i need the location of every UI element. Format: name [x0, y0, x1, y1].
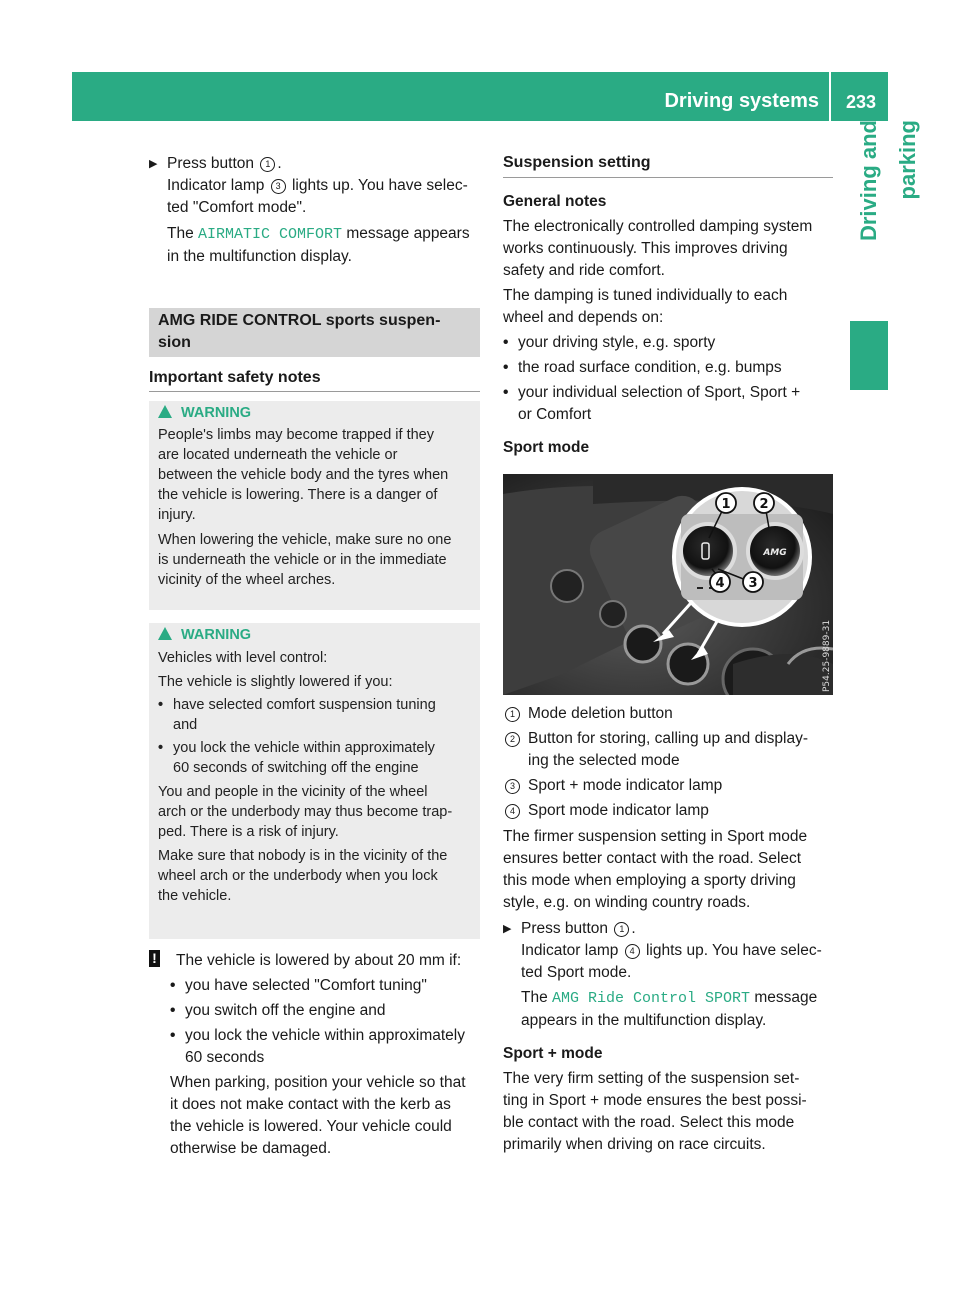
- paragraph: The very firm setting of the suspension set- ting in Sport + mode ensures the best possi- ble contact with the road. Select this mode primarily when driving on race circuits.: [503, 1070, 807, 1153]
- paragraph: The electronically controlled damping system works continuously. This improves driving safety and ride comfort.: [503, 218, 813, 279]
- display-message: AIRMATIC COMFORT: [198, 226, 343, 243]
- bullet-icon: •: [158, 697, 164, 713]
- warning-text: The vehicle is slightly lowered if you:: [158, 674, 393, 690]
- exclamation-icon: !: [149, 950, 160, 967]
- warning-box: [149, 401, 480, 610]
- left-intro-step: [149, 153, 484, 268]
- page-number: 233: [845, 92, 876, 112]
- list-item: • your driving style, e.g. sporty: [503, 332, 838, 354]
- warning-triangle-icon: [158, 627, 172, 640]
- amg-heading: AMG RIDE CONTROL sports suspen- sion: [158, 312, 441, 351]
- list-item: • you switch off the engine and: [170, 1000, 484, 1022]
- bullet-icon: •: [170, 1027, 176, 1044]
- note-text: When parking, position your vehicle so that it does not make contact with the kerb as the vehicle is lowered. Your vehicle could otherwise be damaged.: [170, 1074, 466, 1157]
- subheading: General notes: [503, 193, 607, 210]
- paragraph: The damping is tuned individually to each wheel and depends on:: [503, 287, 788, 326]
- callout-2-icon: 2: [505, 732, 520, 747]
- subheading: Sport + mode: [503, 1045, 603, 1062]
- warning-text: People's limbs may become trapped if they are located underneath the vehicle or between the vehicle body and the tyres when the vehicle is lowering. There is a danger of injury.: [158, 427, 449, 523]
- callout-1-icon: 1: [614, 922, 629, 937]
- bullet-icon: •: [503, 384, 509, 401]
- warning-box: [149, 623, 480, 939]
- header-divider: [829, 72, 831, 121]
- side-tab: [849, 120, 920, 321]
- photo-callout-3: 3: [748, 576, 758, 591]
- side-tab-label: Driving and parking: [856, 120, 920, 242]
- bullet-icon: •: [170, 1002, 176, 1019]
- callout-3-icon: 3: [271, 179, 286, 194]
- list-item: • you lock the vehicle within approximately 60 seconds: [170, 1027, 465, 1066]
- display-message: AMG Ride Control SPORT: [552, 990, 751, 1007]
- photo-code: P54.25-9889-31: [822, 619, 832, 692]
- step-text: lights up. You have selec-: [291, 177, 468, 194]
- subheading: Sport mode: [503, 439, 590, 456]
- list-item: • have selected comfort suspension tuning and: [158, 697, 436, 733]
- note-text: The vehicle is lowered by about 20 mm if:: [176, 952, 462, 969]
- callout-4-icon: 4: [625, 944, 640, 959]
- photo-callout-2: 2: [759, 497, 769, 512]
- photo-callout-4: 4: [715, 576, 725, 591]
- divider: [503, 177, 833, 178]
- list-item: • your individual selection of Sport, Sport + or Comfort: [503, 384, 801, 423]
- step-arrow-icon: ▶: [149, 158, 158, 170]
- page-header: [72, 72, 888, 121]
- step-text: message appears: [346, 225, 470, 242]
- list-item: • the road surface condition, e.g. bumps: [503, 357, 838, 379]
- step-text: Indicator lamp: [167, 177, 265, 194]
- photo-callout-1: 1: [721, 497, 731, 512]
- list-item: • you have selected "Comfort tuning": [170, 975, 484, 997]
- divider: [149, 391, 480, 392]
- step: ▶ Press button 1 . Indicator lamp 4 lights up. You have selec- ted Sport mode. The AMG Ride Control SPORT message appears in the multifunction display.: [503, 920, 822, 1029]
- bullet-icon: •: [503, 359, 509, 376]
- general-notes-section: [503, 191, 838, 459]
- callout-1-icon: 1: [505, 707, 520, 722]
- callout-1-icon: 1: [260, 157, 275, 172]
- callout-4-icon: 4: [505, 804, 520, 819]
- step-text: .: [277, 155, 282, 172]
- callout-3-icon: 3: [505, 779, 520, 794]
- step-text: Press button: [167, 155, 255, 172]
- bullet-icon: •: [158, 740, 164, 756]
- bullet-icon: •: [170, 977, 176, 994]
- bullet-icon: •: [503, 334, 509, 351]
- step-arrow-icon: ▶: [503, 923, 512, 935]
- safety-heading: Important safety notes: [149, 369, 321, 386]
- note-block: [149, 950, 484, 1160]
- step-text: in the multifunction display.: [167, 248, 352, 265]
- svg-text:AMG: AMG: [763, 548, 787, 558]
- step-text: ted "Comfort mode".: [167, 199, 307, 216]
- amg-heading-box: [149, 308, 480, 357]
- legend-item: 4 Sport mode indicator lamp: [503, 800, 838, 822]
- step-text: The: [167, 225, 194, 242]
- warning-title: WARNING: [158, 405, 476, 421]
- warning-text: When lowering the vehicle, make sure no one is underneath the vehicle or in the immediate vicinity of the wheel arches.: [158, 532, 452, 588]
- side-tab-marker: [850, 321, 888, 390]
- legend-item: 1 Mode deletion button: [503, 703, 838, 725]
- warning-text: Make sure that nobody is in the vicinity of the wheel arch or the underbody when you lock the vehicle.: [158, 848, 448, 904]
- legend: [503, 703, 838, 1156]
- legend-item: 3 Sport + mode indicator lamp: [503, 775, 838, 797]
- warning-title: WARNING: [158, 627, 478, 643]
- warning-text: Vehicles with level control:: [158, 650, 328, 666]
- list-item: • you lock the vehicle within approximately 60 seconds of switching off the engine: [158, 740, 435, 776]
- sport-mode-photo: [503, 474, 833, 695]
- legend-item: 2 Button for storing, calling up and display- ing the selected mode: [503, 728, 838, 772]
- suspension-heading: Suspension setting: [503, 154, 651, 171]
- paragraph: The firmer suspension setting in Sport mode ensures better contact with the road. Select this mode when employing a sporty driving style, e.g. on winding country roads.: [503, 828, 808, 911]
- warning-triangle-icon: [158, 405, 172, 418]
- warning-text: You and people in the vicinity of the wheel arch or the underbody may thus become trap- ped. There is a risk of injury.: [158, 784, 453, 840]
- section-title: Driving systems: [664, 90, 819, 112]
